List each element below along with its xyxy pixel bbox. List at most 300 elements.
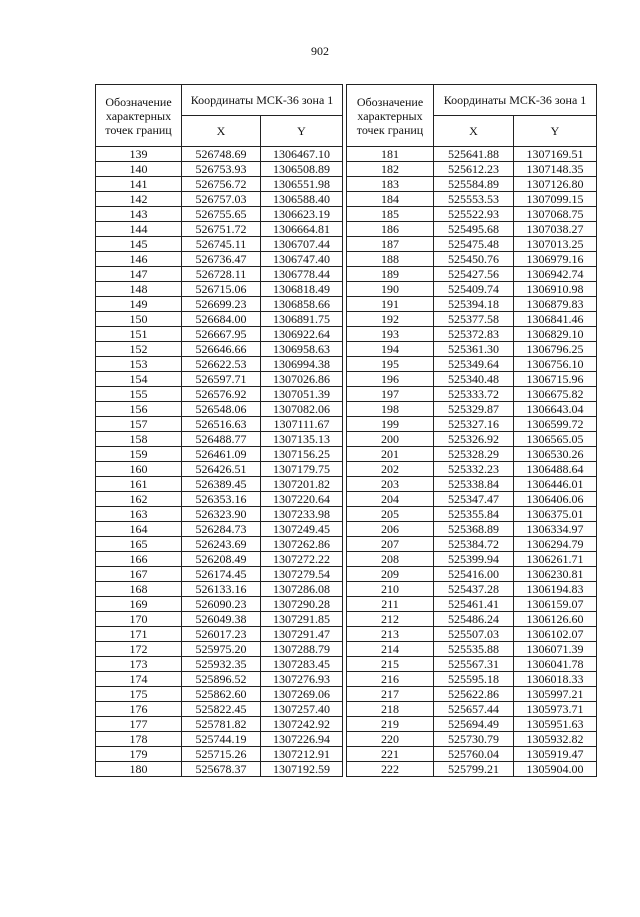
table-row xyxy=(347,417,597,432)
x-value: 525595.18 xyxy=(434,672,514,687)
table-row xyxy=(96,447,343,462)
y-value: 1306623.19 xyxy=(261,207,343,222)
table-row xyxy=(347,612,597,627)
x-value: 526516.63 xyxy=(182,417,261,432)
y-value: 1306994.38 xyxy=(261,357,343,372)
table-row xyxy=(96,612,343,627)
point-number: 176 xyxy=(96,702,182,717)
table-row xyxy=(96,732,343,747)
x-value: 525822.45 xyxy=(182,702,261,717)
y-value: 1306565.05 xyxy=(514,432,597,447)
y-value: 1305904.00 xyxy=(514,762,597,777)
x-value: 525437.28 xyxy=(434,582,514,597)
table-body-left xyxy=(96,147,343,777)
point-number: 186 xyxy=(347,222,434,237)
y-value: 1307169.51 xyxy=(514,147,597,162)
x-value: 525535.88 xyxy=(434,642,514,657)
y-value: 1307212.91 xyxy=(261,747,343,762)
x-value: 526461.09 xyxy=(182,447,261,462)
y-value: 1307262.86 xyxy=(261,537,343,552)
x-value: 526597.71 xyxy=(182,372,261,387)
x-value: 526389.45 xyxy=(182,477,261,492)
table-row xyxy=(96,432,343,447)
y-value: 1307291.47 xyxy=(261,627,343,642)
x-header: X xyxy=(182,116,261,147)
x-value: 526049.38 xyxy=(182,612,261,627)
table-row xyxy=(347,717,597,732)
table-row xyxy=(347,312,597,327)
table-row xyxy=(347,477,597,492)
y-value: 1307111.67 xyxy=(261,417,343,432)
point-number: 222 xyxy=(347,762,434,777)
point-number: 150 xyxy=(96,312,182,327)
x-value: 525349.64 xyxy=(434,357,514,372)
y-value: 1307233.98 xyxy=(261,507,343,522)
table-row xyxy=(347,192,597,207)
y-value: 1307279.54 xyxy=(261,567,343,582)
x-value: 525377.58 xyxy=(434,312,514,327)
y-value: 1306018.33 xyxy=(514,672,597,687)
y-value: 1306643.04 xyxy=(514,402,597,417)
y-value: 1306375.01 xyxy=(514,507,597,522)
point-number: 167 xyxy=(96,567,182,582)
x-value: 526208.49 xyxy=(182,552,261,567)
point-number: 221 xyxy=(347,747,434,762)
table-row xyxy=(96,342,343,357)
x-value: 525340.48 xyxy=(434,372,514,387)
point-number: 200 xyxy=(347,432,434,447)
point-number: 199 xyxy=(347,417,434,432)
point-number: 188 xyxy=(347,252,434,267)
y-value: 1307269.06 xyxy=(261,687,343,702)
table-row xyxy=(96,762,343,777)
point-number: 191 xyxy=(347,297,434,312)
table-row xyxy=(96,477,343,492)
point-number: 156 xyxy=(96,402,182,417)
table-row xyxy=(96,387,343,402)
point-number: 206 xyxy=(347,522,434,537)
y-value: 1307179.75 xyxy=(261,462,343,477)
point-number: 155 xyxy=(96,387,182,402)
x-value: 525384.72 xyxy=(434,537,514,552)
y-value: 1306467.10 xyxy=(261,147,343,162)
table-row xyxy=(96,297,343,312)
table-row xyxy=(96,492,343,507)
x-value: 526576.92 xyxy=(182,387,261,402)
coordinates-table-right xyxy=(346,84,597,777)
y-value: 1307290.28 xyxy=(261,597,343,612)
table-row xyxy=(347,507,597,522)
y-value: 1307276.93 xyxy=(261,672,343,687)
x-value: 525475.48 xyxy=(434,237,514,252)
y-value: 1306891.75 xyxy=(261,312,343,327)
table-row xyxy=(96,207,343,222)
point-number: 198 xyxy=(347,402,434,417)
y-value: 1307026.86 xyxy=(261,372,343,387)
point-number: 164 xyxy=(96,522,182,537)
x-header: X xyxy=(434,116,514,147)
point-number: 216 xyxy=(347,672,434,687)
y-value: 1307291.85 xyxy=(261,612,343,627)
table-row xyxy=(347,162,597,177)
y-value: 1306747.40 xyxy=(261,252,343,267)
y-value: 1307220.64 xyxy=(261,492,343,507)
y-value: 1305919.47 xyxy=(514,747,597,762)
x-value: 525368.89 xyxy=(434,522,514,537)
table-row xyxy=(347,177,597,192)
point-number: 139 xyxy=(96,147,182,162)
table-row xyxy=(347,147,597,162)
y-value: 1306102.07 xyxy=(514,627,597,642)
table-row xyxy=(347,387,597,402)
point-number: 205 xyxy=(347,507,434,522)
point-number: 140 xyxy=(96,162,182,177)
point-label-header: Обозначение характерных точек границ xyxy=(347,85,434,147)
table-row xyxy=(347,282,597,297)
x-value: 525333.72 xyxy=(434,387,514,402)
point-number: 157 xyxy=(96,417,182,432)
table-row xyxy=(96,282,343,297)
point-number: 169 xyxy=(96,597,182,612)
y-value: 1307288.79 xyxy=(261,642,343,657)
point-number: 170 xyxy=(96,612,182,627)
point-number: 197 xyxy=(347,387,434,402)
table-row xyxy=(96,177,343,192)
point-number: 184 xyxy=(347,192,434,207)
y-value: 1306942.74 xyxy=(514,267,597,282)
point-number: 187 xyxy=(347,237,434,252)
y-value: 1307135.13 xyxy=(261,432,343,447)
point-number: 174 xyxy=(96,672,182,687)
table-row xyxy=(96,702,343,717)
y-value: 1306071.39 xyxy=(514,642,597,657)
y-header: Y xyxy=(261,116,343,147)
table-row xyxy=(347,252,597,267)
point-number: 202 xyxy=(347,462,434,477)
x-value: 525409.74 xyxy=(434,282,514,297)
x-value: 525657.44 xyxy=(434,702,514,717)
table-row xyxy=(96,687,343,702)
point-number: 213 xyxy=(347,627,434,642)
table-row xyxy=(96,567,343,582)
table-row xyxy=(347,342,597,357)
x-value: 525715.26 xyxy=(182,747,261,762)
point-number: 204 xyxy=(347,492,434,507)
y-value: 1307201.82 xyxy=(261,477,343,492)
table-row xyxy=(96,402,343,417)
table-row xyxy=(347,492,597,507)
point-number: 219 xyxy=(347,717,434,732)
x-value: 525584.89 xyxy=(434,177,514,192)
table-row xyxy=(347,747,597,762)
x-value: 525486.24 xyxy=(434,612,514,627)
x-value: 525744.19 xyxy=(182,732,261,747)
table-row xyxy=(96,312,343,327)
point-number: 209 xyxy=(347,567,434,582)
x-value: 526757.03 xyxy=(182,192,261,207)
table-row xyxy=(96,267,343,282)
point-number: 189 xyxy=(347,267,434,282)
point-number: 207 xyxy=(347,537,434,552)
y-value: 1306294.79 xyxy=(514,537,597,552)
x-value: 525760.04 xyxy=(434,747,514,762)
point-number: 180 xyxy=(96,762,182,777)
y-value: 1307192.59 xyxy=(261,762,343,777)
table-row xyxy=(347,297,597,312)
point-number: 201 xyxy=(347,447,434,462)
y-value: 1306841.46 xyxy=(514,312,597,327)
x-value: 525896.52 xyxy=(182,672,261,687)
point-number: 161 xyxy=(96,477,182,492)
point-number: 192 xyxy=(347,312,434,327)
y-value: 1306879.83 xyxy=(514,297,597,312)
y-value: 1307242.92 xyxy=(261,717,343,732)
y-value: 1306230.81 xyxy=(514,567,597,582)
table-row xyxy=(347,402,597,417)
table-row xyxy=(347,732,597,747)
y-value: 1306334.97 xyxy=(514,522,597,537)
table-row xyxy=(347,672,597,687)
table-row xyxy=(96,147,343,162)
x-value: 526622.53 xyxy=(182,357,261,372)
point-number: 194 xyxy=(347,342,434,357)
x-value: 525332.23 xyxy=(434,462,514,477)
x-value: 526667.95 xyxy=(182,327,261,342)
y-value: 1306958.63 xyxy=(261,342,343,357)
y-value: 1306796.25 xyxy=(514,342,597,357)
point-number: 153 xyxy=(96,357,182,372)
table-row xyxy=(96,672,343,687)
y-value: 1306818.49 xyxy=(261,282,343,297)
point-number: 146 xyxy=(96,252,182,267)
y-value: 1306041.78 xyxy=(514,657,597,672)
point-number: 147 xyxy=(96,267,182,282)
point-number: 212 xyxy=(347,612,434,627)
table-row xyxy=(96,642,343,657)
table-row xyxy=(347,372,597,387)
point-number: 218 xyxy=(347,702,434,717)
point-number: 196 xyxy=(347,372,434,387)
table-row xyxy=(347,657,597,672)
y-value: 1305932.82 xyxy=(514,732,597,747)
point-number: 210 xyxy=(347,582,434,597)
y-value: 1306675.82 xyxy=(514,387,597,402)
table-row xyxy=(96,327,343,342)
y-value: 1307257.40 xyxy=(261,702,343,717)
point-number: 149 xyxy=(96,297,182,312)
coords-header: Координаты МСК-36 зона 1 xyxy=(434,85,597,116)
table-row xyxy=(347,567,597,582)
y-value: 1307156.25 xyxy=(261,447,343,462)
x-value: 525678.37 xyxy=(182,762,261,777)
x-value: 525495.68 xyxy=(434,222,514,237)
table-row xyxy=(347,702,597,717)
x-value: 526715.06 xyxy=(182,282,261,297)
point-number: 163 xyxy=(96,507,182,522)
x-value: 526756.72 xyxy=(182,177,261,192)
x-value: 526755.65 xyxy=(182,207,261,222)
y-header: Y xyxy=(514,116,597,147)
point-number: 183 xyxy=(347,177,434,192)
point-number: 141 xyxy=(96,177,182,192)
x-value: 525862.60 xyxy=(182,687,261,702)
table-row xyxy=(347,642,597,657)
point-number: 182 xyxy=(347,162,434,177)
x-value: 526174.45 xyxy=(182,567,261,582)
point-number: 154 xyxy=(96,372,182,387)
table-row xyxy=(347,357,597,372)
table-row xyxy=(96,252,343,267)
point-number: 203 xyxy=(347,477,434,492)
table-row xyxy=(96,162,343,177)
y-value: 1307013.25 xyxy=(514,237,597,252)
table-row xyxy=(347,627,597,642)
table-row xyxy=(96,597,343,612)
point-number: 159 xyxy=(96,447,182,462)
x-value: 526745.11 xyxy=(182,237,261,252)
x-value: 525694.49 xyxy=(434,717,514,732)
point-number: 158 xyxy=(96,432,182,447)
point-number: 217 xyxy=(347,687,434,702)
table-row xyxy=(347,582,597,597)
y-value: 1306406.06 xyxy=(514,492,597,507)
table-row xyxy=(347,327,597,342)
x-value: 526753.93 xyxy=(182,162,261,177)
y-value: 1307286.08 xyxy=(261,582,343,597)
x-value: 525327.16 xyxy=(434,417,514,432)
point-number: 168 xyxy=(96,582,182,597)
point-number: 162 xyxy=(96,492,182,507)
table-row xyxy=(347,207,597,222)
y-value: 1305951.63 xyxy=(514,717,597,732)
table-row xyxy=(96,462,343,477)
x-value: 525326.92 xyxy=(434,432,514,447)
y-value: 1307038.27 xyxy=(514,222,597,237)
point-number: 208 xyxy=(347,552,434,567)
point-number: 172 xyxy=(96,642,182,657)
x-value: 526646.66 xyxy=(182,342,261,357)
x-value: 525522.93 xyxy=(434,207,514,222)
x-value: 525461.41 xyxy=(434,597,514,612)
x-value: 525329.87 xyxy=(434,402,514,417)
table-row xyxy=(96,507,343,522)
x-value: 526751.72 xyxy=(182,222,261,237)
x-value: 525507.03 xyxy=(434,627,514,642)
point-number: 148 xyxy=(96,282,182,297)
y-value: 1307082.06 xyxy=(261,402,343,417)
y-value: 1306858.66 xyxy=(261,297,343,312)
table-row xyxy=(96,747,343,762)
y-value: 1306194.83 xyxy=(514,582,597,597)
x-value: 525394.18 xyxy=(434,297,514,312)
table-row xyxy=(96,222,343,237)
y-value: 1306778.44 xyxy=(261,267,343,282)
table-row xyxy=(96,582,343,597)
table-row xyxy=(96,717,343,732)
y-value: 1307283.45 xyxy=(261,657,343,672)
y-value: 1306551.98 xyxy=(261,177,343,192)
x-value: 526243.69 xyxy=(182,537,261,552)
point-number: 193 xyxy=(347,327,434,342)
x-value: 525338.84 xyxy=(434,477,514,492)
x-value: 526284.73 xyxy=(182,522,261,537)
y-value: 1306599.72 xyxy=(514,417,597,432)
x-value: 525932.35 xyxy=(182,657,261,672)
point-number: 142 xyxy=(96,192,182,207)
point-number: 185 xyxy=(347,207,434,222)
x-value: 525450.76 xyxy=(434,252,514,267)
y-value: 1306756.10 xyxy=(514,357,597,372)
point-number: 177 xyxy=(96,717,182,732)
table-row xyxy=(347,552,597,567)
x-value: 526488.77 xyxy=(182,432,261,447)
table-row xyxy=(96,357,343,372)
y-value: 1305973.71 xyxy=(514,702,597,717)
point-number: 152 xyxy=(96,342,182,357)
point-number: 178 xyxy=(96,732,182,747)
table-body-right xyxy=(347,147,597,777)
y-value: 1306159.07 xyxy=(514,597,597,612)
point-number: 220 xyxy=(347,732,434,747)
x-value: 526699.23 xyxy=(182,297,261,312)
x-value: 526684.00 xyxy=(182,312,261,327)
point-number: 165 xyxy=(96,537,182,552)
y-value: 1307068.75 xyxy=(514,207,597,222)
x-value: 525361.30 xyxy=(434,342,514,357)
x-value: 525975.20 xyxy=(182,642,261,657)
table-row xyxy=(347,237,597,252)
y-value: 1307051.39 xyxy=(261,387,343,402)
y-value: 1306979.16 xyxy=(514,252,597,267)
table-row xyxy=(347,762,597,777)
x-value: 525799.21 xyxy=(434,762,514,777)
y-value: 1306508.89 xyxy=(261,162,343,177)
x-value: 526323.90 xyxy=(182,507,261,522)
y-value: 1305997.21 xyxy=(514,687,597,702)
x-value: 526748.69 xyxy=(182,147,261,162)
point-number: 175 xyxy=(96,687,182,702)
y-value: 1306922.64 xyxy=(261,327,343,342)
y-value: 1306829.10 xyxy=(514,327,597,342)
point-number: 179 xyxy=(96,747,182,762)
table-row xyxy=(96,537,343,552)
point-number: 151 xyxy=(96,327,182,342)
y-value: 1306446.01 xyxy=(514,477,597,492)
point-number: 145 xyxy=(96,237,182,252)
coordinates-table-left xyxy=(95,84,343,777)
y-value: 1307099.15 xyxy=(514,192,597,207)
x-value: 526548.06 xyxy=(182,402,261,417)
point-number: 160 xyxy=(96,462,182,477)
y-value: 1307272.22 xyxy=(261,552,343,567)
y-value: 1306261.71 xyxy=(514,552,597,567)
point-number: 211 xyxy=(347,597,434,612)
x-value: 526353.16 xyxy=(182,492,261,507)
table-row xyxy=(96,237,343,252)
table-row xyxy=(96,192,343,207)
y-value: 1306530.26 xyxy=(514,447,597,462)
x-value: 525553.53 xyxy=(434,192,514,207)
x-value: 525328.29 xyxy=(434,447,514,462)
x-value: 525622.86 xyxy=(434,687,514,702)
x-value: 525641.88 xyxy=(434,147,514,162)
point-number: 143 xyxy=(96,207,182,222)
y-value: 1306588.40 xyxy=(261,192,343,207)
x-value: 525399.94 xyxy=(434,552,514,567)
point-number: 214 xyxy=(347,642,434,657)
point-number: 144 xyxy=(96,222,182,237)
coords-header: Координаты МСК-36 зона 1 xyxy=(182,85,343,116)
